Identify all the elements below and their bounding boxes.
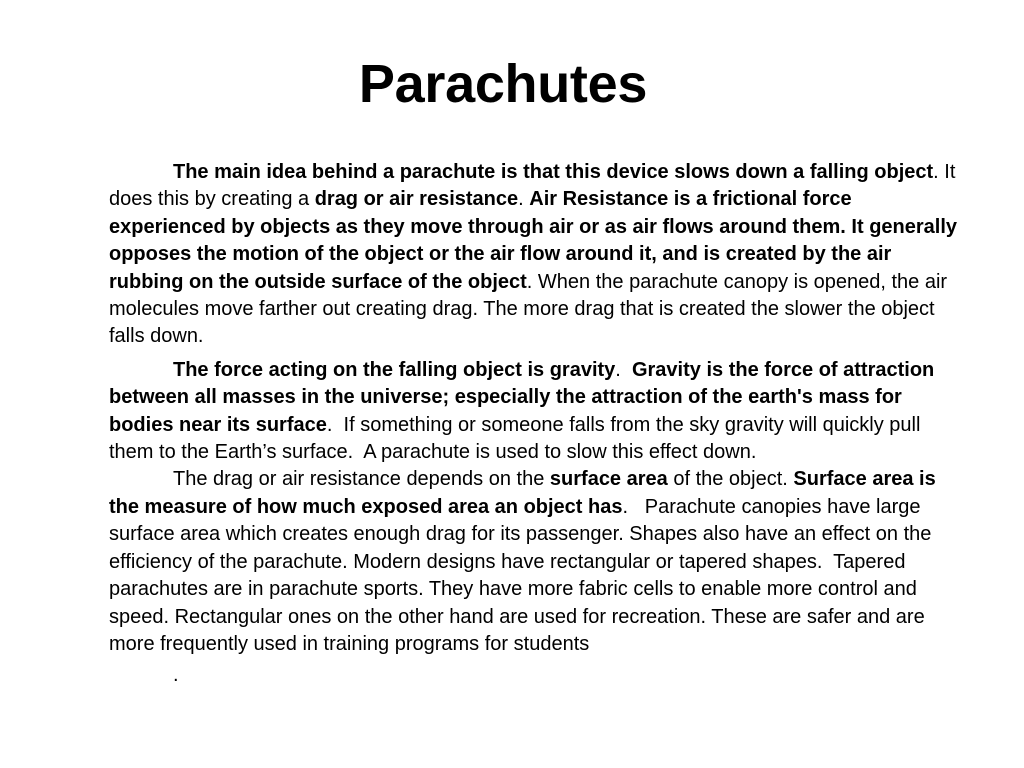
text-segment: The drag or air resistance depends on the	[173, 468, 550, 491]
text-segment: The main idea behind a parachute is that this device slows down a falling object	[173, 161, 934, 183]
text-segment: drag or air resistance	[314, 188, 519, 211]
text-segment: .	[615, 358, 632, 381]
text-segment: . If something or someone falls from the sky gravity will quickly pull them to the Earth’s surface. A parachute is used to slow this effect down.	[109, 413, 926, 464]
text-segment: of the object.	[667, 468, 794, 491]
text-segment: Gravity is the force of attraction between all masses in the universe; especially the attraction of the earth's mass for bodies near its surface	[109, 358, 935, 436]
text-segment: . It does this by creating a	[109, 161, 956, 211]
text-segment: . When the parachute canopy is opened, the air molecules move farther out creating drag. The more drag that is created the slower the object falls down.	[109, 270, 948, 348]
text-segment: Surface area is the measure of how much exposed area an object has	[109, 468, 936, 518]
text-segment: surface area	[549, 468, 668, 491]
text-segment: The force acting on the falling object is gravity	[173, 358, 616, 381]
paragraph-parachute-idea	[109, 159, 967, 351]
trailing-period: .	[173, 664, 179, 687]
text-segment: Air Resistance is a frictional force experienced by objects as they move through air or as air flows around them. It generally opposes the motion of the object or the air flow around it, and is created by the air rubbing on the outside surface of the object	[109, 188, 958, 293]
slide-body	[109, 159, 967, 690]
text-segment: .	[518, 188, 530, 211]
paragraph-gravity	[109, 357, 967, 467]
paragraph-surface-area	[109, 466, 967, 658]
slide-title: Parachutes	[358, 54, 648, 114]
text-segment: . Parachute canopies have large surface area which creates enough drag for its passenger. Shapes also have an effect on the efficiency of the parachute. Modern designs have rectangular or tapered shapes. Tapered parachutes are in parachute sports. They have more fabric cells to enable more control and speed. Rectangular ones on the other hand are used for recreation. These are safer and are more frequently used in training programs for students	[109, 495, 937, 655]
